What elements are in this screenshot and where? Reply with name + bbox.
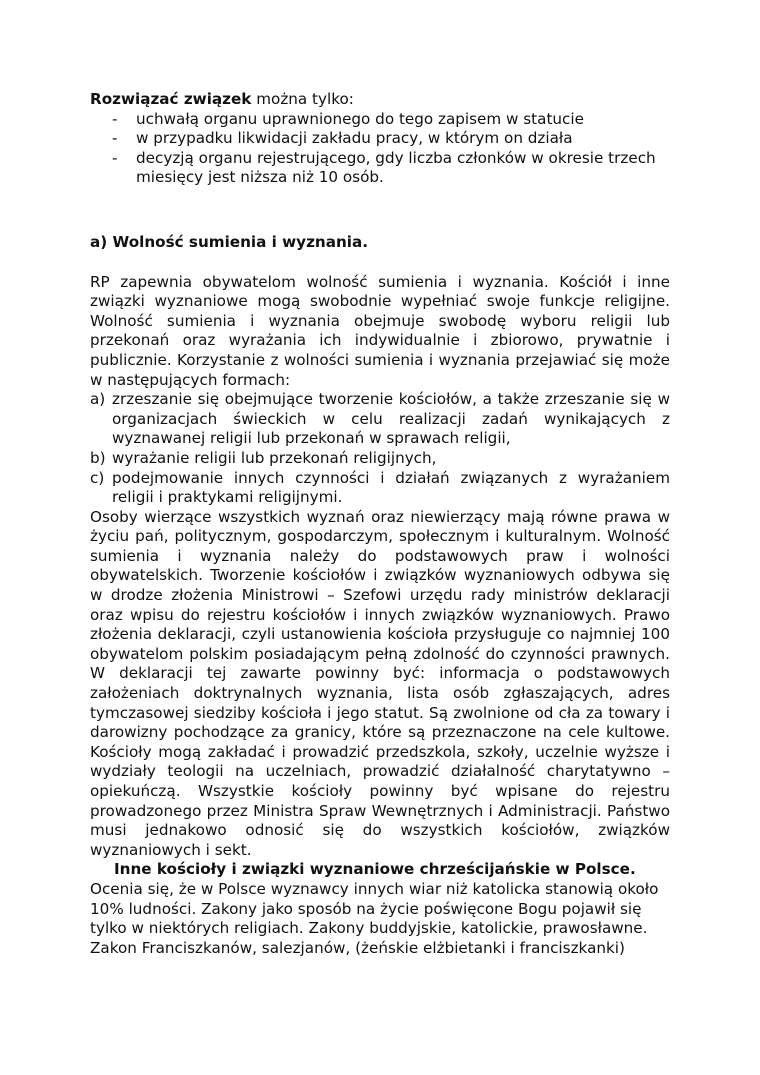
forms-list — [90, 390, 670, 508]
dash-marker: - — [112, 129, 118, 148]
dissolution-intro-rest: można tylko: — [251, 90, 354, 108]
list-marker: b) — [90, 448, 106, 467]
dissolution-bold-term: Rozwiązać związek — [90, 90, 252, 108]
section-a-heading: a) Wolność sumienia i wyznania. — [90, 232, 369, 251]
dissolution-intro — [90, 90, 670, 110]
list-item: - decyzją organu rejestrującego, gdy liczba członków w okresie trzech miesięcy jest niższa niż 10 osób. — [112, 148, 656, 187]
dash-marker: - — [112, 109, 118, 128]
dash-marker: - — [112, 148, 118, 167]
list-marker: a) — [90, 390, 106, 409]
list-item: a) zrzeszanie się obejmujące tworzenie kościołów, a także zrzeszanie się w organizacjach świeckich w celu realizacji zadań wynikających z wyznawanej religii lub przekonań w sprawach religii, — [90, 390, 670, 448]
subsection-heading: Inne kościoły i związki wyznaniowe chrześcijańskie w Polsce. — [114, 860, 636, 879]
section-a-paragraph-1: RP zapewnia obywatelom wolność sumienia i wyznania. Kościół i inne związki wyznaniowe mogą swobodnie wypełniać swoje funkcje religijne. Wolność sumienia i wyznania obejmuje swobodę wyboru religii lub przekonań oraz wyrażania ich indywidualnie i zbiorowo, prywatnie i publicznie. Korzystanie z wolności sumienia i wyznania przejawiać się może w następujących formach: — [90, 272, 670, 389]
list-item: - uchwałą organu uprawnionego do tego zapisem w statucie — [112, 109, 584, 128]
list-item: c) podejmowanie innych czynności i działań związanych z wyrażaniem religii i praktykami religijnymi. — [90, 468, 670, 507]
document-page — [90, 90, 670, 958]
list-item: b) wyrażanie religii lub przekonań religijnych, — [90, 448, 437, 467]
subsection-paragraph: Ocenia się, że w Polsce wyznawcy innych wiar niż katolicka stanowią około 10% ludności. Zakony jako sposób na życie poświęcone Bogu pojawił się tylko w niektórych religiach. Zakony buddyjskie, katolickie, prawosławne. Zakon Franciszkanów, salezjanów, (żeńskie elżbietanki i franciszkanki) — [90, 879, 659, 957]
section-a-paragraph-2: Osoby wierzące wszystkich wyznań oraz niewierzący mają równe prawa w życiu pań, politycznym, gospodarczym, społecznym i kulturalnym. Wolność sumienia i wyznania należy do podstawowych praw i wolności obywatelskich. Tworzenie kościołów i związków wyznaniowych odbywa się w drodze złożenia Ministrowi – Szefowi urzędu rady ministrów deklaracji oraz wpisu do rejestru kościołów i innych związków wyznaniowych. Prawo złożenia deklaracji, czyli ustanowienia kościoła przysługuje co najmniej 100 obywatelom polskim posiadającym pełną zdolność do czynności prawnych. W deklaracji tej zawarte powinny być: informacja o podstawowych założeniach doktrynalnych wyznania, lista osób zgłaszających, adres tymczasowej siedziby kościoła i jego statut. Są zwolnione od cła za towary i darowizny pochodzące za granicy, które są przeznaczone na cele kultowe. Kościoły mogą zakładać i prowadzić przedszkola, szkoły, uczelnie wyższe i wydziały teologii na uczelniach, prowadzić działalność charytatywno – opiekuńczą. Wszystkie kościoły powinny być wpisane do rejestru prowadzonego przez Ministra Spraw Wewnętrznych i Administracji. Państwo musi jednakowo odnosić się do wszystkich kościołów, związków wyznaniowych i sekt. — [90, 507, 670, 859]
list-marker: c) — [90, 468, 105, 487]
list-item: - w przypadku likwidacji zakładu pracy, w którym on działa — [112, 129, 573, 148]
dissolution-list — [90, 110, 670, 188]
